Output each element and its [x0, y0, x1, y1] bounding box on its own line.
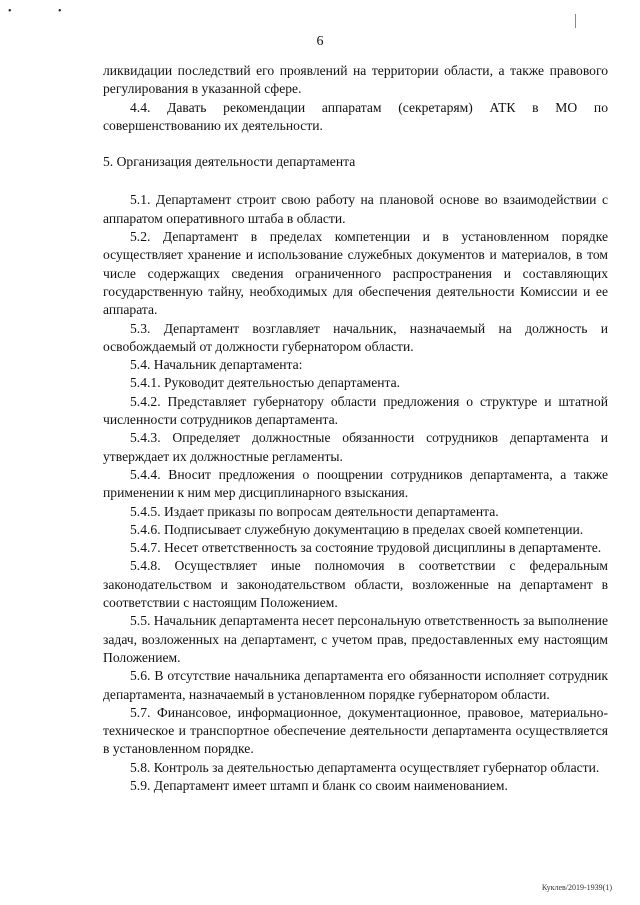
intro-paragraph-2: 4.4. Давать рекомендации аппаратам (секретарям) АТК в МО по совершенствованию их деятельности. — [103, 99, 608, 133]
document-body — [103, 62, 608, 795]
paragraph-5-4-6: 5.4.6. Подписывает служебную документацию в пределах своей компетенции. — [130, 521, 584, 537]
paragraph-5-7: 5.7. Финансовое, информационное, документационное, правовое, материально-техническое и транспортное обеспечение деятельности департамента осуществляется в установленном порядке. — [103, 704, 608, 757]
paragraph-5-4-2: 5.4.2. Представляет губернатору области предложения о структуре и штатной численности сотрудников департамента. — [103, 393, 608, 428]
paragraph-5-3: 5.3. Департамент возглавляет начальник, назначаемый на должность и освобождаемый от должности губернатором области. — [103, 320, 608, 354]
paragraph-5-2: 5.2. Департамент в пределах компетенции и в установленном порядке осуществляет хранение и использование служебных документов и материалов, в том числе содержащих сведения ограниченного распространения и составляющих государственную тайну, необходимых для обеспечения деятельности Комиссии и ее аппарата. — [103, 229, 608, 318]
paragraph-5-6: 5.6. В отсутствие начальника департамента его обязанности исполняет сотрудник департамента, назначаемый в установленном порядке губернатором области. — [103, 668, 608, 702]
scan-marks: • • — [8, 6, 84, 17]
paragraph-5-1: 5.1. Департамент строит свою работу на плановой основе во взаимодействии с аппаратом оперативного штаба в области. — [103, 192, 608, 226]
paragraph-5-5: 5.5. Начальник департамента несет персональную ответственность за выполнение задач, возложенных на департамент, с учетом прав, предоставленных ему настоящим Положением. — [103, 613, 608, 665]
section-title: 5. Организация деятельности департамента — [103, 154, 356, 170]
paragraph-5-4-5: 5.4.5. Издает приказы по вопросам деятельности департамента. — [130, 503, 499, 519]
scan-tick-mark — [575, 14, 576, 28]
paragraph-5-4-4: 5.4.4. Вносит предложения о поощрении сотрудников департамента, а также применении к ним мер дисциплинарного взыскания. — [103, 466, 608, 501]
paragraph-5-4-1: 5.4.1. Руководит деятельностью департамента. — [130, 375, 401, 391]
intro-paragraph-1: ликвидации последствий его проявлений на территории области, а также правового регулирования в указанной сфере. — [103, 63, 608, 97]
paragraph-5-4-8: 5.4.8. Осуществляет иные полномочия в соответствии с федеральным законодательством и законодательством области, возложенные на департамент в соответствии с настоящим Положением. — [103, 558, 608, 611]
paragraph-5-8: 5.8. Контроль за деятельностью департамента осуществляет губернатор области. — [130, 759, 600, 775]
paragraph-5-4-3: 5.4.3. Определяет должностные обязанности сотрудников департамента и утверждает их должностные регламенты. — [103, 430, 608, 464]
footer-document-code: Куклев/2019-1939(1) — [541, 883, 612, 892]
paragraph-5-9: 5.9. Департамент имеет штамп и бланк со своим наименованием. — [130, 777, 508, 793]
page-number: 6 — [316, 34, 324, 49]
paragraph-5-4-7: 5.4.7. Несет ответственность за состояние трудовой дисциплины в департаменте. — [130, 540, 602, 556]
paragraph-5-4: 5.4. Начальник департамента: — [130, 357, 303, 373]
